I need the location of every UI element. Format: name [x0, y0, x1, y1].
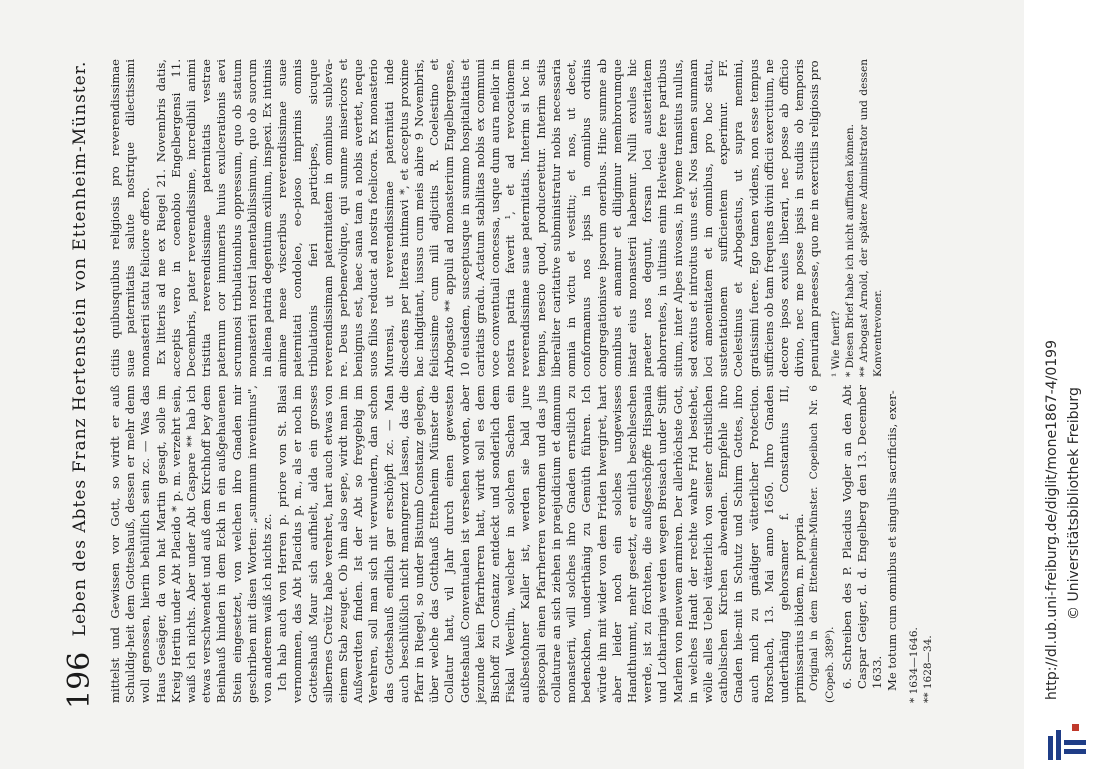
- item-heading: 6. Schreiben des P. Placidus Vogler an den Abt Caspar Geiger, d. d. Engelberg den 13. December 1633.: [839, 385, 885, 689]
- right-footnotes: [829, 59, 885, 377]
- footnote: ** Arbogast Arnold, der spätere Administrator und dessen Konventrevoner.: [857, 59, 884, 377]
- running-head: Leben des Abtes Franz Hertenstein von Ettenheim-Münster.: [70, 60, 90, 637]
- right-column: [108, 59, 885, 377]
- original-note: Original in dem Ettenheim-Münster. Copeibuch Nr. 6 (Copeb. 389ᵇ).: [808, 385, 836, 703]
- left-paragraph: Ich hab auch von Herren p. priore von St. Blasi vernommen, das Abt Placidus p. m., als er noch im Gotteshauß Maur sich aufhielt, alda ein grosses silbernes Creütz habe verehret, hart auch etwas von einem Stab zeuget. Ob ihm also sepe, wirdt man im Außwerdten finden. Ist der Abt so freygebig im Verehren, soll man sich nit verwundern, dan schon das Gotteshauß endlich gar erschöpft zc. — Man auch beschlüßlich nicht manngrenzt lassen, das die Pfarr in Riegel, so under Bistumb Constanz gelegen, über welche das Gotthauß Ettenheim Münster die Collatur hatt, vil Jahr durch einen gewesten Gotteshauß Conventualen ist versehen worden, aber jezunde kein Pfarrherren hatt, wirdt soll es dem Bischoff zu Constanz entdeckt und sonderlich dem Fiskal Weerlin, welcher in solchen Sachen ein außbestohner Kaller ist, werden sie bald jure episcopali einen Pfarrherren verordnen und das jus collaturae an sich ziehen in praejudicium et damnum monasterii, will solches ihro Gnaden ernstlich zu bedenckhen, underthänig zu Gemüth führen. Ich würde ihn mit wider von dem Friden hwergiret, hart aber leider noch ein solches ungewisses Handthummt, mehr gesetzt, er entlich beschleschen werde, ist zu förchten, die außgeschöpffe Hispania und Lotharingia werden wegen Breisach under Stifft Marlem von neuwem armiren. Der allerhöchste Gott, in welches Handt der rechte wahre Frid bestehet, wölle alles Uebel vätterlich von seiner christlichen catholischen Kirchen abwenden. Empfehle ihro Gnaden hie-mit in Schutz und Schirm Gottes, ihro auch mich zu gnädiger vätterlicher Protection. Rorschach, 13. Mai anno 1650. Ihro Gnaden underthänig gehorsamer f. Constantius III, primissarius ibidem, m. propria.: [275, 385, 807, 703]
- right-paragraph: Ex litteris ad me ex Riegel 21. Novembris datis, acceptis vero in coenobio Engelbergensi 11. Decembris, pater reverendissime, incredibili animi tristitia reverendissimae paternitatis vestrae paternum cor innumeris huius exulcerationis aevi scrumnosi tribulationibus oppressum, quo ob statum monasterii nostri lamentabilissimum, quo ob suorum in aliena patria degentium exilium, inspexi. Ex intimis animae meae visceribus reverendissimae suae paternitati condoleo, eo-pioso imprimis omnis tribulationis fieri participes, sicuque reverendissimam paternitatem in omnibus subleva-re. Deus perbenevolique, qui summe misericors et benignus est, haec sana tam a nobis avertet, neque suos filios reducat ad nostra foelicora. Ex monasterio Murensi, ut reverendissimae paternitati inde discedens per literas intimavi *, et acceptus proxime hac indigitant, iussus cum meis abire 9 Novembris, felicissime cum nili adjicitis R. Coelestino et Arbogasto ** appuli ad monasterium Engelbergense, 10 eiusdem, susceptusque in summo hospitalitatis et caritatis gradu. Actatum stabilitas nobis ex communi voce conventuali concessa, usque dum aura melior in nostra patria faverit ¹, et ad revocationem reverendissimae suae paternitatis. Interim si hoc in tempus, nescio quod, producerettur. Interim satis liberaliter caritative subministratur nobis necessaria omnia in victu et vestitu; et nos, ut decet, conformamus nos ipsis in omnibus ordinis congregationisve ipsorum oneribus. Hinc summe ab omnibus et amamur et diligimur membrorumque instar eius monasterii habemur. Nulli exules hic praeter nos degunt, forsan loci austeritatem abhorrentes, in ultimis enim Helvetiae fere partibus situm, inter Alpes nivosas, in hyeme transitus nullus, sed exitus et introitus unus est. Nos tamen summam loci amoenitatem et in omnibus, pro hoc statu, sustentationem sufficientem experimur. FF. Coelestinus et Arbogastus, ut supra memini, gratissimi fuere. Ego tamen videns, non esse tempus sufficiens ob tam frequens divini officii exercitium, ne decore ipsos exules liberari, nec posse ab officio divino, nec me posse ipsis in studiis ob temporis penuriam praeesse, quo me in exercitiis religiosis pro: [153, 59, 822, 377]
- footnote: ** 1628—34.: [921, 635, 934, 703]
- footnote: ¹ Wie fuerit?: [829, 310, 842, 377]
- left-footnotes: [907, 385, 935, 703]
- page-number: 196: [62, 651, 97, 709]
- source-url-link[interactable]: http://dl.ub.uni-freiburg.de/diglit/mone1867-4/0199: [1044, 340, 1060, 700]
- footnote: * 1634—1646.: [907, 627, 920, 703]
- closing-line: Me totum cum omnibus et singulis sacrificiis, exer-: [885, 390, 900, 691]
- footnote: * Diesen Brief habe ich nicht auffinden können.: [843, 124, 856, 377]
- copyright-notice: © Universitätsbibliothek Freiburg: [1066, 387, 1082, 620]
- left-column: [108, 385, 935, 703]
- university-library-logo-icon: [1042, 716, 1092, 766]
- right-paragraph: citiis quibusquibus religiosis pro reverendissimae suae paternitatis salute nostrique dilectissimi monasterii statu feliciore offero.: [108, 59, 153, 377]
- page-header: [62, 58, 102, 709]
- left-paragraph: mittelst und Gewissen vor Gott, so wirdt er auß Schuldig-heit dem Gotteshauß, dessen er mehr denn woll genossen, hierin behülflich sein zc. — Was das Haus Gesäger, da von hat Martin gesagt, solle im Kreig Hertin under Abt Placido * p. m. verzehrt sein, waiß ich nichts. Aber under Abt Caspare ** hab ich etwas verschwendet und auß dem Kirchhoff bey dem Beinhauß hinden in dem Eckh in ein außgehauenen Stein eingesetzet, von welchen ihro Gnaden mir geschriben mit disen Worten: „summum inventimus", von anderem waiß ich nichts zc.: [108, 385, 275, 703]
